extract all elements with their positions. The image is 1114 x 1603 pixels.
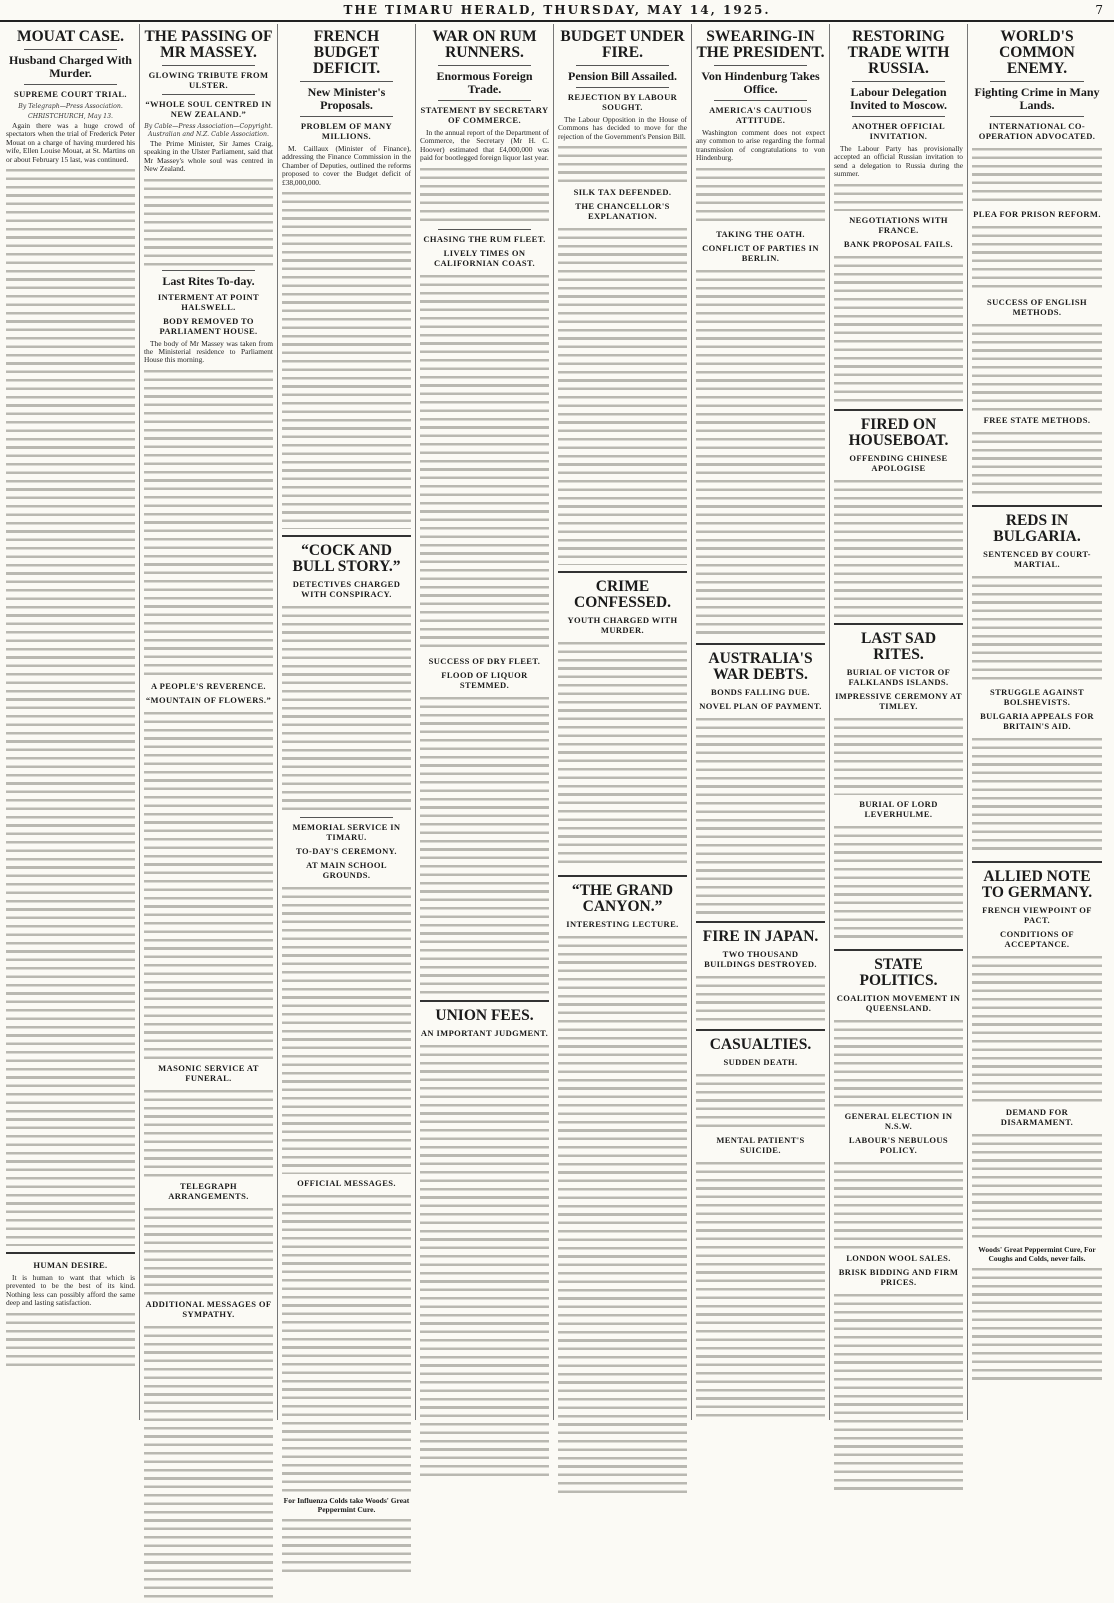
subheading: LONDON WOOL SALES. (846, 1252, 951, 1263)
subheading: SUDDEN DEATH. (723, 1056, 798, 1067)
subheading: BRISK BIDDING AND FIRM PRICES. (838, 1266, 959, 1287)
subheading: TAKING THE OATH. (716, 228, 805, 239)
subheading: FLOOD OF LIQUOR STEMMED. (441, 669, 528, 690)
body-text (972, 573, 1102, 683)
headline: UNION FEES. (435, 1006, 534, 1024)
subheading: “MOUNTAIN OF FLOWERS.” (145, 694, 272, 705)
body-text (834, 715, 963, 795)
dateline: CHRISTCHURCH, May 13. (28, 112, 113, 120)
subheading: GLOWING TRIBUTE FROM ULSTER. (148, 70, 269, 90)
article-union-fees (420, 1008, 549, 1482)
subheading: NEGOTIATIONS WITH FRANCE. (849, 214, 948, 235)
body-text (558, 225, 687, 565)
body-text (972, 953, 1102, 1103)
column-2 (140, 24, 278, 1420)
article-swearing-in (696, 29, 825, 637)
subheadline: Fighting Crime in Many Lands. (974, 85, 1100, 112)
subheading: COALITION MOVEMENT IN QUEENSLAND. (836, 992, 961, 1013)
body-text (144, 1323, 273, 1603)
column-6 (692, 24, 830, 1420)
subheading: FREE STATE METHODS. (983, 415, 1091, 425)
headline: RESTORING TRADE WITH RUSSIA. (847, 28, 950, 77)
column-4 (416, 24, 554, 1420)
headline: SWEARING-IN THE PRESIDENT. (696, 28, 825, 61)
body-text (420, 694, 549, 994)
subheading: INTERESTING LECTURE. (566, 919, 679, 930)
body-text (834, 181, 963, 211)
headline: CASUALTIES. (709, 1035, 812, 1053)
article-trade-with-russia (834, 29, 963, 403)
columns (0, 22, 1114, 1515)
article-human-desire (6, 1260, 135, 1370)
article-state-politics (834, 957, 963, 1491)
subheading: YOUTH CHARGED WITH MURDER. (567, 615, 678, 636)
subheading: GENERAL ELECTION IN N.S.W. (844, 1110, 953, 1131)
body-text (144, 709, 273, 1059)
credit-line: By Cable—Press Association—Copyright. Australian and N.Z. Cable Association. (144, 123, 273, 138)
article-crime-confessed (558, 579, 687, 869)
subheading: BURIAL OF VICTOR OF FALKLANDS ISLANDS. (846, 666, 951, 687)
subheading: TELEGRAPH ARRANGEMENTS. (168, 1180, 249, 1201)
section-heading: SUPREME COURT TRIAL. (14, 89, 127, 99)
subheading: LABOUR'S NEBULOUS POLICY. (848, 1134, 949, 1155)
article-last-sad-rites (834, 631, 963, 943)
article-fired-on-houseboat (834, 417, 963, 617)
subheading: BODY REMOVED TO PARLIAMENT HOUSE. (159, 315, 258, 336)
lead-paragraph: Again there was a huge crowd of spectators when the trial of Frederick Peter Mouat on a charge of having murdered his wife, Ellen Louise Mouat, at St. Martins on or about February 15 last, was continued. (6, 121, 135, 164)
body-text (972, 735, 1102, 855)
body-text (144, 1205, 273, 1295)
body-text (6, 1310, 135, 1370)
subheading: STATEMENT BY SECRETARY OF COMMERCE. (420, 105, 549, 125)
article-australia-war-debts (696, 651, 825, 915)
column-5 (554, 24, 692, 1420)
lead-paragraph: It is human to want that which is prevented to be the best of its kind. Nothing less can possibly afford the same deep and lasting satisfaction. (6, 1273, 135, 1308)
subheading: REJECTION BY LABOUR SOUGHT. (567, 92, 678, 112)
lead-paragraph: In the annual report of the Department of Commerce, the Secretary (Mr H. C. Hoover) estimated that £4,000,000 was paid for bootlegged foreign liquor last year. (420, 128, 549, 163)
body-text (834, 823, 963, 943)
body-text (420, 1042, 549, 1482)
subheading: TO-DAY'S CEREMONY. (296, 846, 397, 857)
article-passing-of-massey (144, 29, 273, 1603)
lead-paragraph: The Prime Minister, Sir James Craig, speaking in the Ulster Parliament, said that Mr Massey's whole soul was centred in New Zealand. (144, 139, 273, 174)
subheading: CONFLICT OF PARTIES IN BERLIN. (702, 242, 819, 263)
subheading: OFFENDING CHINESE APOLOGISE (849, 452, 948, 473)
body-text (6, 166, 135, 1246)
headline: FIRE IN JAPAN. (702, 927, 819, 945)
lead-paragraph: The Labour Opposition in the House of Commons has decided to move for the rejection of the Government's Pension Bill. (558, 115, 687, 141)
body-text (696, 165, 825, 225)
subheading: DEMAND FOR DISARMAMENT. (1000, 1107, 1074, 1127)
column-1 (2, 24, 140, 1420)
body-text (972, 1131, 1102, 1241)
body-text (282, 1516, 411, 1576)
credit-line: By Telegraph—Press Association. (18, 103, 123, 110)
section-heading: Last Rites To-day. (162, 273, 255, 288)
body-text (282, 884, 411, 1174)
paragraph: The body of Mr Massey was taken from the Ministerial residence to Parliament House this morning. (144, 338, 273, 365)
column-8 (968, 24, 1106, 1420)
article-mouat-case (6, 29, 135, 1246)
subheading: SUCCESS OF DRY FLEET. (428, 655, 541, 666)
body-text (972, 1265, 1102, 1385)
subheading: BULGARIA APPEALS FOR BRITAIN'S AID. (980, 711, 1094, 731)
masthead (0, 0, 1114, 22)
subheading: INTERNATIONAL CO-OPERATION ADVOCATED. (978, 121, 1096, 141)
article-french-budget (282, 29, 411, 529)
lead-paragraph: The Labour Party has provisionally accepted an official Russian invitation to send a delegation to Russia during the summer. (834, 144, 963, 179)
subheading: NOVEL PLAN OF PAYMENT. (699, 700, 822, 711)
subheading: FRENCH VIEWPOINT OF PACT. (982, 905, 1092, 925)
body-text (282, 1192, 411, 1492)
column-7 (830, 24, 968, 1420)
subheading: PROBLEM OF MANY MILLIONS. (300, 121, 393, 141)
body-text (834, 253, 963, 403)
article-cock-and-bull (282, 543, 411, 1576)
headline: REDS IN BULGARIA. (993, 512, 1081, 545)
subheading: AMERICA'S CAUTIOUS ATTITUDE. (709, 105, 812, 125)
subheading: AN IMPORTANT JUDGMENT. (420, 1027, 549, 1038)
body-text (696, 973, 825, 1023)
article-reds-in-bulgaria (972, 513, 1102, 855)
article-allied-note (972, 869, 1102, 1385)
body-text (972, 321, 1102, 411)
headline: AUSTRALIA'S WAR DEBTS. (708, 649, 813, 683)
subheading: CONDITIONS OF ACCEPTANCE. (1000, 929, 1074, 949)
body-text (144, 367, 273, 677)
subheading: AT MAIN SCHOOL GROUNDS. (306, 860, 387, 881)
subheadline: Von Hindenburg Takes Office. (701, 69, 820, 96)
quote-heading: “WHOLE SOUL CENTRED IN NEW ZEALAND.” (145, 99, 272, 119)
subheading: SILK TAX DEFENDED. (573, 187, 672, 198)
subheading: STRUGGLE AGAINST BOLSHEVISTS. (989, 687, 1085, 707)
body-text (420, 165, 549, 225)
subheading: MASONIC SERVICE AT FUNERAL. (158, 1062, 259, 1083)
subheading: SENTENCED BY COURT-MARTIAL. (983, 549, 1091, 569)
headline: THE PASSING OF MR MASSEY. (144, 28, 273, 61)
body-text (972, 223, 1102, 293)
subheading: DETECTIVES CHARGED WITH CONSPIRACY. (292, 579, 401, 600)
lead-paragraph: M. Caillaux (Minister of Finance), addressing the Finance Commission in the Chamber of Deputies, outlined the reforms proposed to cover the Budget deficit of £38,000,000. (282, 144, 411, 187)
headline: CRIME CONFESSED. (574, 578, 671, 612)
body-text (696, 1159, 825, 1419)
headline: LAST SAD RITES. (860, 629, 937, 663)
advertisement: For Influenza Colds take Woods' Great Peppermint Cure. (283, 1496, 410, 1515)
body-text (834, 1159, 963, 1249)
body-text (282, 189, 411, 529)
subheading: OFFICIAL MESSAGES. (297, 1178, 396, 1189)
lead-paragraph: Washington comment does not expect any common to arise regarding the formal transmission of congratulations to von Hindenburg. (696, 128, 825, 163)
subheadline: Husband Charged With Murder. (9, 53, 132, 80)
article-grand-canyon (558, 883, 687, 1493)
body-text (144, 1087, 273, 1177)
page-number: 7 (1095, 3, 1104, 17)
advertisement: Woods' Great Peppermint Cure, For Coughs and Colds, never fails. (978, 1245, 1096, 1263)
headline: STATE POLITICS. (859, 955, 938, 989)
body-text (834, 1017, 963, 1107)
subheading: CHASING THE RUM FLEET. (423, 233, 546, 244)
subheading: MENTAL PATIENT'S SUICIDE. (716, 1134, 805, 1155)
subheading: IMPRESSIVE CEREMONY AT TIMLEY. (835, 690, 962, 711)
subheadline: Labour Delegation Invited to Moscow. (850, 85, 947, 112)
newspaper-title: THE TIMARU HERALD, THURSDAY, MAY 14, 1925. (343, 3, 771, 17)
headline: “COCK AND BULL STORY.” (292, 542, 401, 576)
headline: WAR ON RUM RUNNERS. (432, 28, 537, 61)
subheadline: Enormous Foreign Trade. (436, 69, 533, 96)
subheading: THE CHANCELLOR'S EXPLANATION. (575, 201, 670, 222)
body-text (282, 603, 411, 813)
subheading: BANK PROPOSAL FAILS. (843, 238, 954, 249)
headline: FIRED ON HOUSEBOAT. (848, 415, 949, 449)
subheading: MEMORIAL SERVICE IN TIMARU. (292, 822, 401, 843)
headline: FRENCH BUDGET DEFICIT. (312, 28, 381, 77)
body-text (972, 429, 1102, 499)
body-text (696, 1071, 825, 1131)
body-text (696, 267, 825, 637)
article-war-on-rum-runners (420, 29, 549, 994)
subheading: PLEA FOR PRISON REFORM. (973, 209, 1101, 219)
headline: BUDGET UNDER FIRE. (560, 28, 685, 61)
body-text (558, 143, 687, 183)
article-worlds-common-enemy (972, 29, 1102, 499)
article-casualties (696, 1037, 825, 1419)
body-text (558, 933, 687, 1493)
headline: HUMAN DESIRE. (33, 1260, 108, 1271)
subheading: INTERMENT AT POINT HALSWELL. (157, 291, 260, 312)
body-text (696, 715, 825, 915)
subheadline: Pension Bill Assailed. (567, 69, 678, 83)
body-text (972, 145, 1102, 205)
subheading: ADDITIONAL MESSAGES OF SYMPATHY. (145, 1298, 272, 1319)
subheading: ANOTHER OFFICIAL INVITATION. (851, 121, 946, 141)
subheadline: New Minister's Proposals. (307, 85, 386, 112)
column-3 (278, 24, 416, 1515)
subheading: SUCCESS OF ENGLISH METHODS. (987, 297, 1087, 317)
subheading: A PEOPLE'S REVERENCE. (151, 680, 266, 691)
article-fire-in-japan (696, 929, 825, 1023)
body-text (834, 1291, 963, 1491)
headline: “THE GRAND CANYON.” (571, 882, 674, 916)
subheading: LIVELY TIMES ON CALIFORNIAN COAST. (433, 247, 536, 268)
body-text (144, 176, 273, 266)
article-budget-under-fire (558, 29, 687, 565)
body-text (420, 272, 549, 652)
subheading: BONDS FALLING DUE. (711, 686, 810, 697)
headline: WORLD'S COMMON ENEMY. (999, 28, 1075, 77)
body-text (558, 639, 687, 869)
headline: MOUAT CASE. (16, 28, 125, 45)
body-text (834, 477, 963, 617)
headline: ALLIED NOTE TO GERMANY. (981, 868, 1093, 901)
subheading: TWO THOUSAND BUILDINGS DESTROYED. (704, 948, 817, 969)
subheading: BURIAL OF LORD LEVERHULME. (859, 798, 938, 819)
